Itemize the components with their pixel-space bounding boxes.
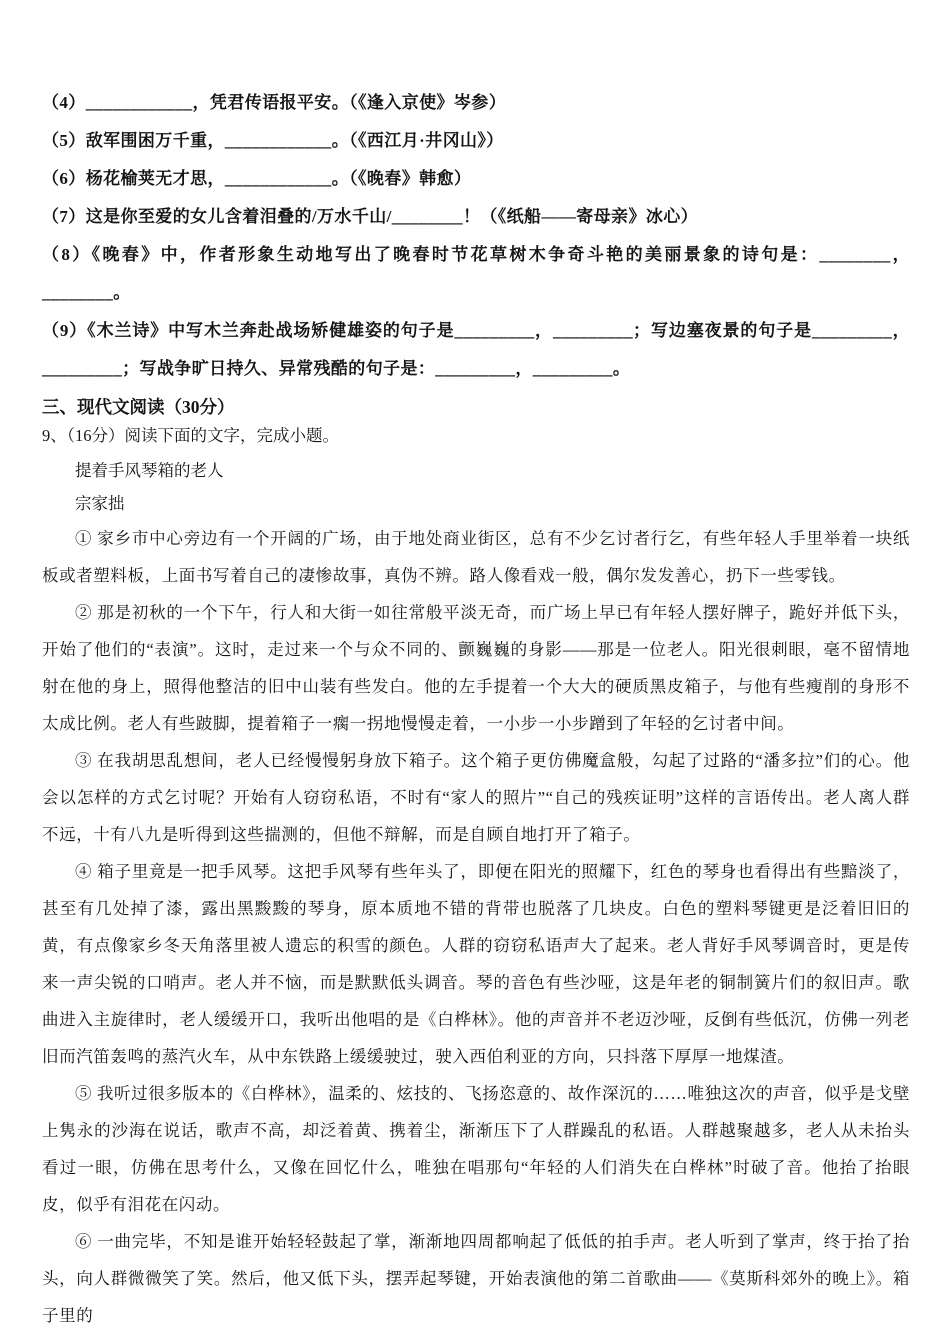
passage-author: 宗家拙 [75,494,125,513]
question-item-4: （4）____________，凭君传语报平安。（《逢入京使》岑参） [42,93,507,112]
passage-paragraph-4: ④ 箱子里竟是一把手风琴。这把手风琴有些年头了，即便在阳光的照耀下，红色的琴身也看得出有些黯淡了，甚至有几处掉了漆，露出黑黢黢的琴身，原本质地不错的背带也脱落了几块皮。白色的塑料琴键更是泛着旧旧的黄，有点像家乡冬天角落里被人遗忘的积雪的颜色。人群的窃窃私语声大了起来。老人背好手风琴调音时，更是传来一声尖锐的口哨声。老人并不恼，而是默默低头调音。琴的音色有些沙哑，这是年老的铜制簧片们的叙旧声。歌曲进入主旋律时，老人缓缓开口，我听出他唱的是《白桦林》。他的声音并不老迈沙哑，反倒有些低沉，仿佛一列老旧而汽笛轰鸣的蒸汽火车，从中东铁路上缓缓驶过，驶入西伯利亚的方向，只抖落下厚厚一地煤渣。 [42,862,910,1066]
question-item-9: （9）《木兰诗》中写木兰奔赴战场矫健雄姿的句子是_________，_________；写边塞夜景的句子是_________，_________；写战争旷日持久、异常残酷的句子是：_________，_________。 [42,321,910,378]
question-item-5: （5）敌军围困万千重，____________。（《西江月·井冈山》） [42,131,504,150]
question9-intro: 9、（16分）阅读下面的文字，完成小题。 [42,426,339,445]
passage-paragraph-1: ① 家乡市中心旁边有一个开阔的广场，由于地处商业街区，总有不少乞讨者行乞，有些年轻人手里举着一块纸板或者塑料板，上面书写着自己的凄惨故事，真伪不辨。路人像看戏一般，偶尔发发善心，扔下一些零钱。 [42,529,910,585]
reading-passage [42,454,910,1334]
passage-title: 提着手风琴箱的老人 [75,461,224,480]
question-item-7: （7）这是你至爱的女儿含着泪叠的/万水千山/________！（《纸船——寄母亲》冰心） [42,207,699,226]
fill-in-blank-questions [42,84,910,388]
passage-paragraph-5: ⑤ 我听过很多版本的《白桦林》，温柔的、炫技的、飞扬恣意的、故作深沉的……唯独这次的声音，似乎是戈壁上隽永的沙海在说话，歌声不高，却泛着黄、携着尘，渐渐压下了人群躁乱的私语。人群越聚越多，老人从未抬头看过一眼，仿佛在思考什么，又像在回忆什么，唯独在唱那句“年轻的人们消失在白桦林”时破了音。他抬了抬眼皮，似乎有泪花在闪动。 [42,1084,910,1214]
question-item-6: （6）杨花榆荚无才思，____________。（《晚春》韩愈） [42,169,472,188]
passage-paragraph-3: ③ 在我胡思乱想间，老人已经慢慢躬身放下箱子。这个箱子更仿佛魔盒般，勾起了过路的“潘多拉”们的心。他会以怎样的方式乞讨呢？开始有人窃窃私语，不时有“家人的照片”“自己的残疾证明”这样的言语传出。老人离人群不远，十有八九是听得到这些揣测的，但他不辩解，而是自顾自地打开了箱子。 [42,751,910,844]
question-item-8: （8）《晚春》中，作者形象生动地写出了晚春时节花草树木争奇斗艳的美丽景象的诗句是：________，________。 [42,245,910,302]
section-header-modern-reading: 三、现代文阅读（30分） [42,397,235,417]
passage-paragraph-2: ② 那是初秋的一个下午，行人和大街一如往常般平淡无奇，而广场上早已有年轻人摆好牌子，跪好并低下头，开始了他们的“表演”。这时，走过来一个与众不同的、颤巍巍的身影——那是一位老人。阳光很刺眼，毫不留情地射在他的身上，照得他整洁的旧中山装有些发白。他的左手提着一个大大的硬质黑皮箱子，与他有些瘦削的身形不太成比例。老人有些跛脚，提着箱子一瘸一拐地慢慢走着，一小步一小步蹭到了年轻的乞讨者中间。 [42,603,910,733]
passage-paragraph-6: ⑥ 一曲完毕，不知是谁开始轻轻鼓起了掌，渐渐地四周都响起了低低的拍手声。老人听到了掌声，终于抬了抬头，向人群微微笑了笑。然后，他又低下头，摆弄起琴键，开始表演他的第二首歌曲——《莫斯科郊外的晚上》。箱子里的 [42,1232,910,1325]
